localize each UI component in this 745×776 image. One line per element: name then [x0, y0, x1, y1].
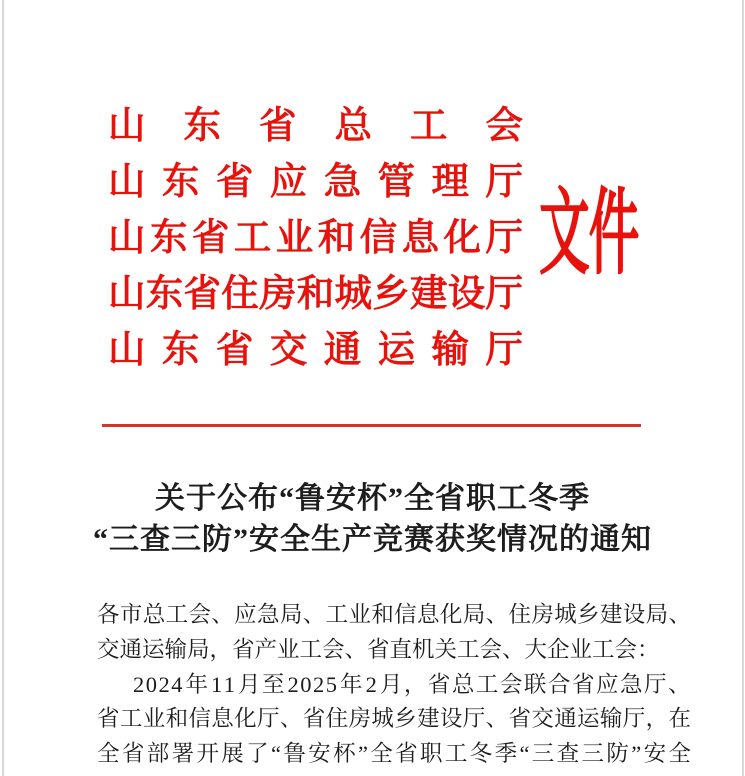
document-type-label: 文件 [539, 182, 639, 286]
page-edge-right [742, 0, 744, 776]
document-body [97, 598, 691, 772]
document-title-line-2: “三查三防”安全生产竞赛获奖情况的通知 [93, 523, 652, 556]
body-paragraph-line-3: 全 省 部 署 开 展 了 “ 鲁 安 杯 ” 全 省 职 工 冬 季 “ 三 查 三 防 ” 安 全 [97, 741, 691, 767]
salutation-line-1: 各 市 总 工 会 、 应 急 局 、 工 业 和 信 息 化 局 、 住 房 城 乡 建 设 局 、 [97, 602, 691, 627]
org-name-line-2: 山 东 省 应 急 管 理 厅 [108, 162, 523, 203]
salutation-line-2: 交通运输局，省产业工会、省直机关工会、大企业工会： [97, 636, 660, 662]
org-name-column [108, 94, 523, 374]
body-paragraph-line-2: 省 工 业 和 信 息 化 厅 、 省 住 房 城 乡 建 设 厅 、 省 交 通 运 输 厅 ， 在 [97, 706, 691, 732]
letterhead [108, 94, 723, 374]
org-name-line-3: 山 东 省 工 业 和 信 息 化 厅 [108, 218, 523, 259]
document-title-line-1: 关于公布“鲁安杯”全省职工冬季 [155, 482, 590, 515]
page-edge-left [2, 0, 4, 776]
org-name-line-1: 山 东 省 总 工 会 [108, 106, 523, 147]
body-paragraph-line-1: 2 0 2 4 年 1 1 月 至 2 0 2 5 年 2 月 ， 省 总 工 会 联 合 省 应 急 厅 、 [133, 671, 691, 697]
header-divider-rule [102, 424, 641, 427]
org-name-line-4: 山 东 省 住 房 和 城 乡 建 设 厅 [108, 274, 523, 315]
document-title [40, 478, 705, 560]
org-name-line-5: 山 东 省 交 通 运 输 厅 [108, 330, 523, 371]
